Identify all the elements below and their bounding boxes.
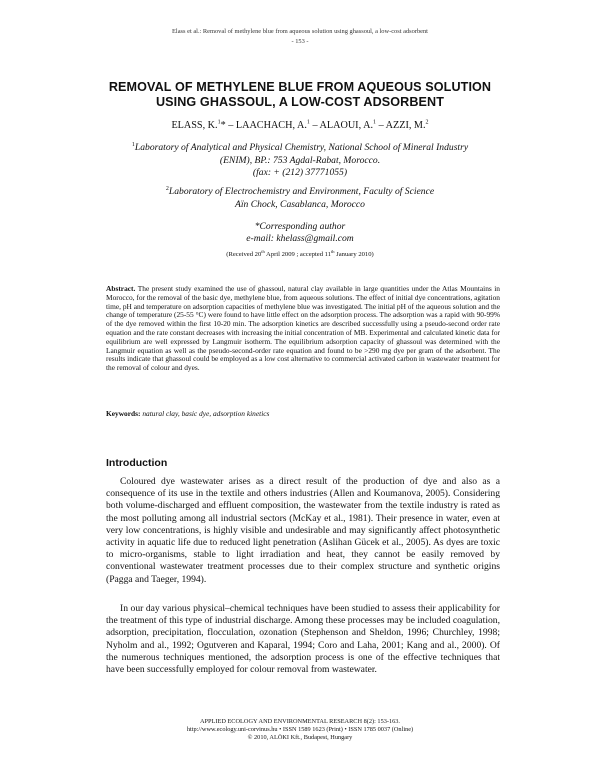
author-name: ELASS, K. <box>171 120 218 131</box>
affiliation-2 <box>80 186 520 211</box>
title-line-2: USING GHASSOUL, A LOW-COST ADSORBENT <box>155 94 445 109</box>
received-sup: th <box>261 248 265 254</box>
running-head: Elass et al.: Removal of methylene blue from aqueous solution using ghassoul, a low-cost adsorbent <box>172 28 428 35</box>
journal-footer-citation: APPLIED ECOLOGY AND ENVIRONMENTAL RESEARCH 8(2): 153-163. <box>200 718 400 725</box>
abstract-text: The present study examined the use of ghassoul, natural clay available in large quantities under the Atlas Mountains in Morocco, for the removal of the basic dye, methylene blue, from aqueous solutions. The effect of initial dye concentrations, agitation time, pH and temperature on adsorption capacities of methylene blue was investigated. The initial pH of the aqueous solution and the change of temperature (25-55 °C) were found to have little effect on the adsorption process. The adsorption was a rapid with 90-99% of the dye removed within the first 10-20 min. The adsorption kinetics are described successfully using a pseudo-second order rate equation and the rate constant decreases with increasing the initial concentration of MB. Experimental and calculated kinetic data for equilibrium are well expressed by Langmuir isotherm. The equilibrium adsorption capacity of ghassoul was determined with the Langmuir equation as well as the pseudo-second-order rate equation and found to be >290 mg dye per gram of the adsorbent. The results indicate that ghassoul could be employed as a low cost alternative to commercial activated carbon in wastewater treatment for the removal of colour and dyes. <box>106 284 501 373</box>
affil-line: Aïn Chock, Casablanca, Morocco <box>235 198 365 210</box>
author-name: ALAOUI, A. <box>319 120 374 131</box>
received-suffix: January 2010) <box>334 251 374 258</box>
affiliation-1 <box>80 142 520 180</box>
author-name: AZZI, M. <box>385 120 426 131</box>
author-affil-sup: 2 <box>425 119 429 126</box>
affil-sup: 2 <box>165 185 169 192</box>
author-separator: – <box>376 120 386 131</box>
corresponding-mark: * <box>220 120 226 131</box>
affil-line: Laboratory of Electrochemistry and Environment, Faculty of Science <box>168 186 435 197</box>
corresponding-author <box>0 221 600 246</box>
title-line-1: REMOVAL OF METHYLENE BLUE FROM AQUEOUS SOLUTION <box>108 80 492 94</box>
author-list <box>0 120 600 132</box>
abstract <box>106 285 500 373</box>
affil-sup: 1 <box>131 141 135 148</box>
affil-fax: (fax: + (212) 37771055) <box>252 167 348 178</box>
body-paragraph: Coloured dye wastewater arises as a direct result of the production of dye and also as a consequence of its use in the textile and others industries (Allen and Koumanova, 2005). Considering both volume-discharged and effluent composition, the wastewater from the textile industry is rated as the most polluting among all industrial sectors (McKay et al., 1981). Their presence in water, even at very low concentrations, is highly visible and undesirable and may significantly affect photosynthetic activity in aquatic life due to reduced light penetration (Aslihan Gücek et al., 2005). As dyes are toxic to micro-organisms, stable to light irradiation and heat, they cannot be easily removed by conventional wastewater treatment processes due to their complex structure and synthetic origins (Pagga and Taeger, 1994). <box>106 476 500 585</box>
keywords-text: natural clay, basic dye, adsorption kinetics <box>142 409 270 418</box>
journal-footer-copyright: © 2010, ALÖKI Kft., Budapest, Hungary <box>247 734 353 741</box>
received-prefix: (Received 20 <box>226 251 262 258</box>
page-number: - 153 - <box>291 38 309 45</box>
paper-title <box>60 80 540 109</box>
author-separator: – <box>225 120 236 131</box>
received-dates <box>0 250 600 259</box>
keywords-label: Keywords: <box>106 409 141 418</box>
author-affil-sup: 1 <box>373 119 377 126</box>
corresponding-email[interactable]: e-mail: khelass@gmail.com <box>246 233 354 245</box>
abstract-label: Abstract. <box>106 284 136 293</box>
affil-line: (ENIM), BP.: 753 Agdal-Rabat, Morocco. <box>219 154 381 166</box>
corresponding-label: *Corresponding author <box>254 221 346 232</box>
accepted-sup: th <box>331 248 335 254</box>
author-affil-sup: 1 <box>306 119 310 126</box>
author-name: LAACHACH, A. <box>235 120 307 131</box>
affil-line: Laboratory of Analytical and Physical Chemistry, National School of Mineral Industry <box>134 142 469 153</box>
received-middle: April 2009 ; accepted 11 <box>264 251 331 258</box>
keywords <box>106 410 500 419</box>
author-separator: – <box>309 120 320 131</box>
body-paragraph: In our day various physical–chemical techniques have been studied to assess their applicability for the treatment of this type of industrial discharge. Among these processes may be included coagulation, adsorption, precipitation, flocculation, ozonation (Stephenson and Sheldon, 1996; Churchley, 1998; Nyholm and al., 1992; Ogutveren and Kaparal, 1994; Coro and Laha, 2001; Kang and al., 2000). Of the numerous techniques mentioned, the adsorption process is one of the effective techniques that have been successfully employed for colour removal from wastewater. <box>106 603 500 676</box>
author-affil-sup: 1 <box>217 119 221 126</box>
section-heading: Introduction <box>106 457 168 469</box>
journal-footer-url[interactable]: http://www.ecology.uni-corvinus.hu • ISSN 1589 1623 (Print) • ISSN 1785 0037 (Online) <box>186 726 414 733</box>
